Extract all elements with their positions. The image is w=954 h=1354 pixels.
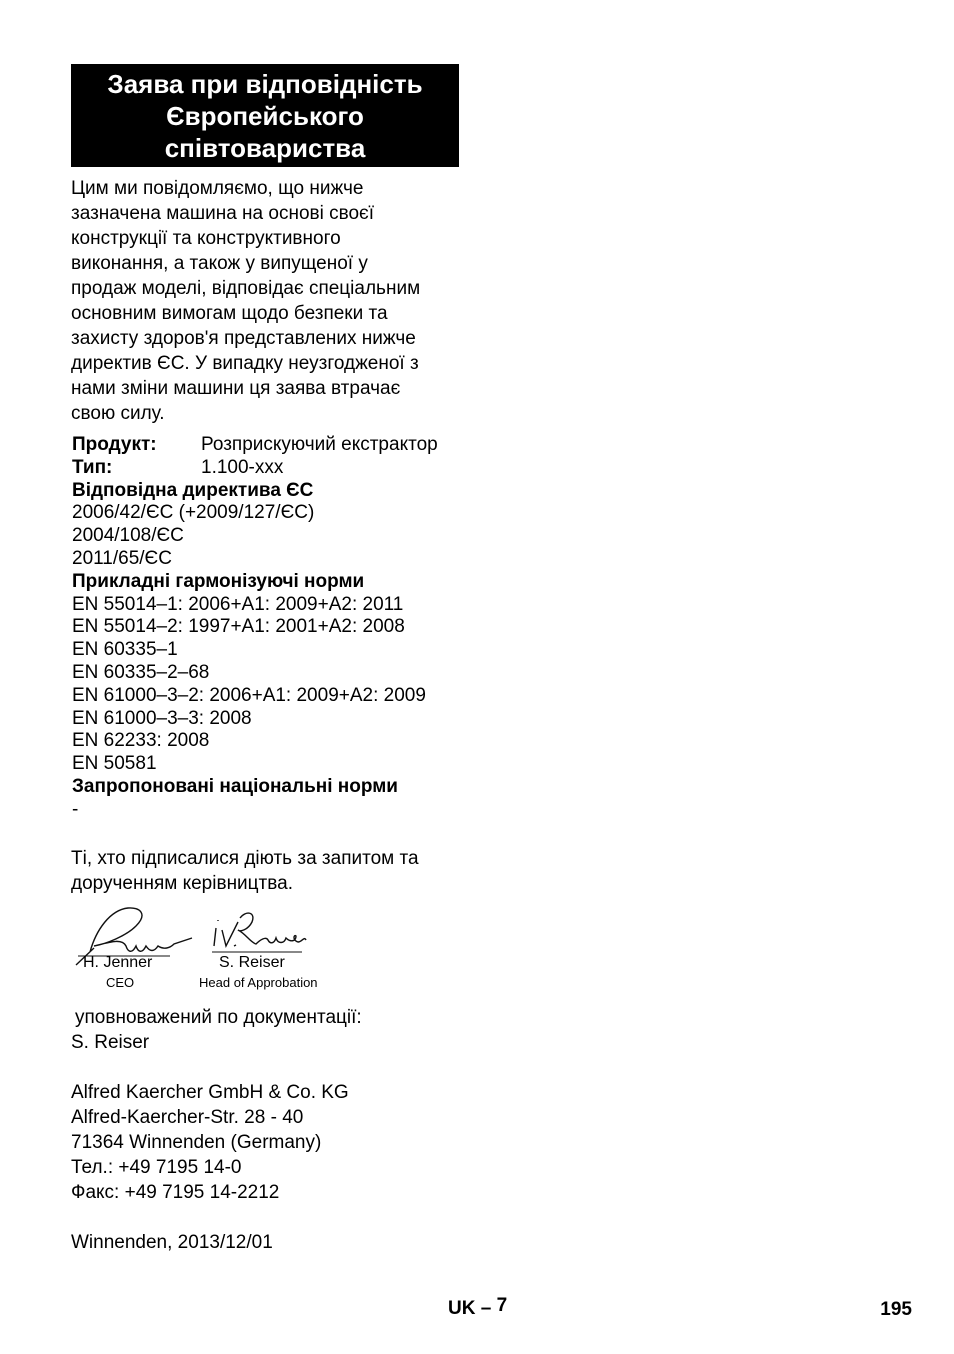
signer-role-reiser: Head of Approbation xyxy=(199,975,318,990)
norm-item: EN 55014–1: 2006+A1: 2009+A2: 2011 xyxy=(72,593,404,615)
norm-item: EN 62233: 2008 xyxy=(72,730,210,752)
intro-line: конструкції та конструктивного xyxy=(71,228,341,249)
type-label: Тип: xyxy=(72,456,113,478)
declaration-title xyxy=(71,64,459,167)
norm-item: EN 60335–2–68 xyxy=(72,661,210,683)
intro-line: Цим ми повідомляємо, що нижче xyxy=(71,178,364,199)
signer-name-jenner: H. Jenner xyxy=(83,954,153,971)
signature-reiser xyxy=(214,913,306,946)
specifications xyxy=(72,434,472,822)
intro-paragraph xyxy=(71,176,461,426)
norm-item: EN 60335–1 xyxy=(72,639,178,661)
product-row xyxy=(72,434,472,457)
product-value: Розприскуючий екстрактор xyxy=(201,434,438,455)
address-line: Alfred Kaercher GmbH & Co. KG xyxy=(71,1082,349,1103)
intro-line: виконання, а також у випущеної у xyxy=(71,253,368,274)
intro-line: продаж моделі, відповідає спеціальним xyxy=(71,278,421,299)
documentation-label: уповноважений по документації: xyxy=(75,1007,362,1028)
type-value: 1.100-xxx xyxy=(201,456,284,478)
title-line-2: Європейського xyxy=(166,100,364,131)
address-line: Факс: +49 7195 14-2212 xyxy=(71,1182,280,1203)
intro-line: свою силу. xyxy=(71,403,165,424)
national-norms-heading: Запропоновані національні норми xyxy=(72,775,398,797)
norm-item: EN 61000–3–3: 2008 xyxy=(72,707,252,729)
intro-line: захисту здоров'я представлених нижче xyxy=(71,328,416,349)
documentation-name: S. Reiser xyxy=(71,1032,150,1053)
address-line: Тел.: +49 7195 14-0 xyxy=(71,1157,242,1178)
intro-line: основним вимогам щодо безпеки та xyxy=(71,303,388,324)
norms-heading: Прикладні гармонізуючі норми xyxy=(72,570,365,592)
signer-name-reiser: S. Reiser xyxy=(219,954,285,971)
type-row xyxy=(72,457,472,480)
directive-item: 2011/65/ЄС xyxy=(72,547,172,569)
documentation-block xyxy=(71,1005,471,1055)
directive-item: 2004/108/ЄС xyxy=(72,525,184,547)
norm-item: EN 50581 xyxy=(72,753,157,775)
address-line: 71364 Winnenden (Germany) xyxy=(71,1132,322,1153)
norm-item: EN 61000–3–2: 2006+A1: 2009+A2: 2009 xyxy=(72,684,426,706)
directive-item: 2006/42/ЄС (+2009/127/ЄС) xyxy=(72,502,315,524)
place-date: Winnenden, 2013/12/01 xyxy=(71,1232,273,1253)
directives-heading: Відповідна директива ЄС xyxy=(72,479,314,501)
page-number: 195 xyxy=(880,1299,912,1320)
intro-line: директив ЄС. У випадку неузгодженої з xyxy=(71,353,419,374)
footer-lang-label: UK – xyxy=(448,1298,492,1319)
footer-section-page: 7 xyxy=(496,1295,508,1316)
norm-item: EN 55014–2: 1997+A1: 2001+A2: 2008 xyxy=(72,616,405,638)
intro-line: зазначена машина на основі своєї xyxy=(71,203,375,224)
national-norms-value: - xyxy=(72,798,79,820)
product-label: Продукт: xyxy=(72,434,157,455)
intro-line: нами зміни машини ця заява втрачає xyxy=(71,378,401,399)
signers-line: дорученням керівництва. xyxy=(71,873,293,894)
signatures-block xyxy=(70,900,370,1000)
footer-section xyxy=(448,1295,508,1320)
signers-statement xyxy=(71,846,471,896)
title-line-3: співтовариства xyxy=(164,132,366,163)
signers-line: Ті, хто підписалися діють за запитом та xyxy=(71,848,419,869)
title-line-1: Заява при відповідність xyxy=(107,68,423,99)
signer-role-jenner: CEO xyxy=(106,975,135,990)
address-line: Alfred-Kaercher-Str. 28 - 40 xyxy=(71,1107,304,1128)
company-address xyxy=(71,1080,471,1205)
